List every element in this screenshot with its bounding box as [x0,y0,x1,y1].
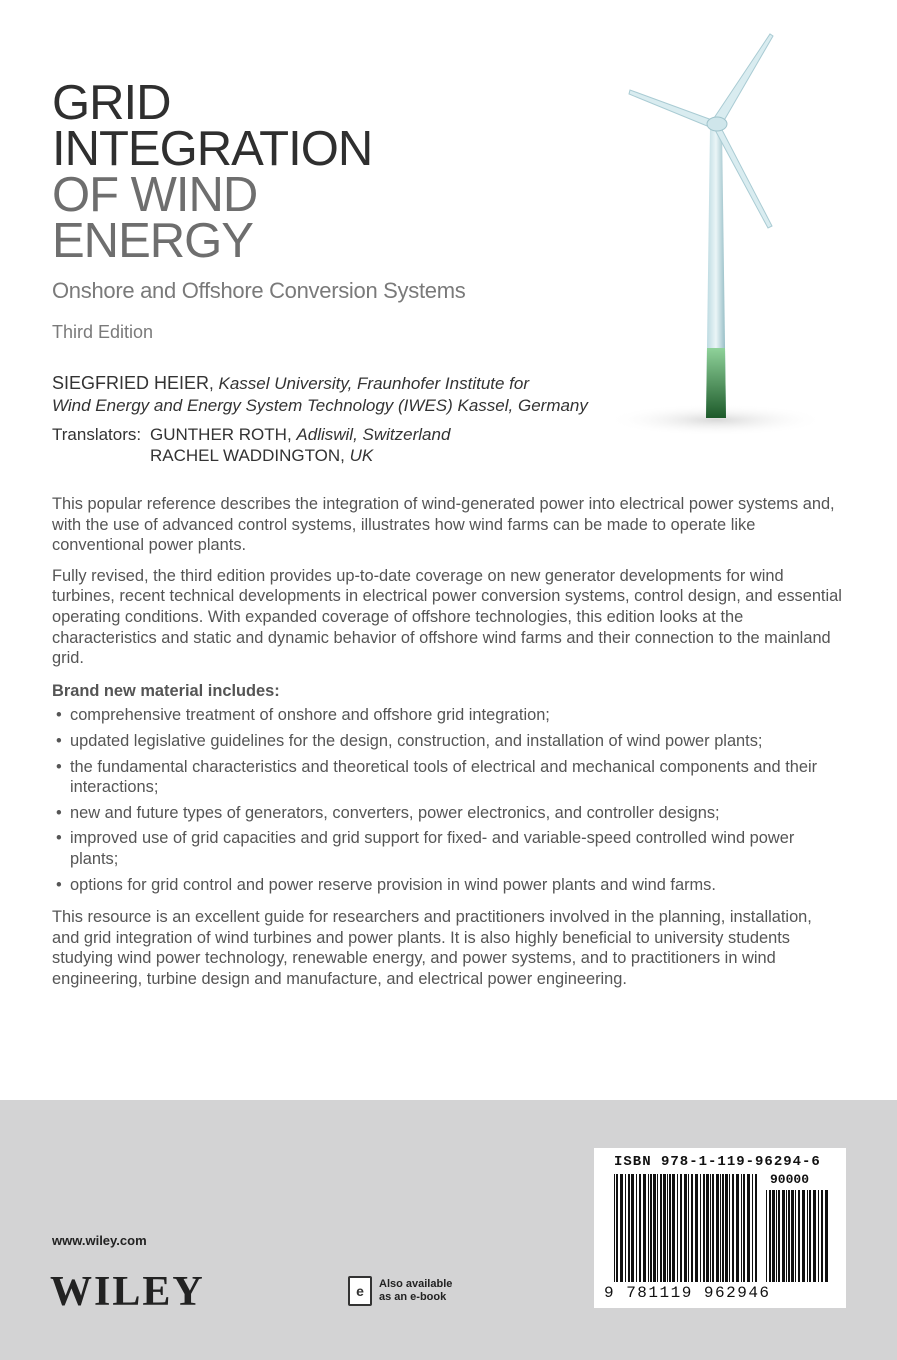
barcode-digits: 9 781119 962946 [604,1284,771,1302]
barcode-bar [703,1174,705,1282]
barcode-bar [720,1174,721,1282]
barcode-main [614,1174,758,1284]
barcode-bar [772,1190,775,1282]
edition: Third Edition [52,322,154,342]
author-block: SIEGFRIED HEIER, Kassel University, Fraunhofer Institute for Wind Energy and Energy System Technology (IWES) Kassel, Germany [52,373,588,415]
title-line-2: INTEGRATION [52,122,373,176]
barcode-bar [657,1174,658,1282]
list-item: • the fundamental characteristics and theoretical tools of electrical and mechanical components and their interactions; [52,757,842,798]
barcode-bar [741,1174,742,1282]
barcode-bar [755,1174,757,1282]
footer-band [0,1100,897,1360]
barcode-bar [695,1174,698,1282]
description-paragraph-3: This resource is an excellent guide for researchers and practitioners involved in the planning, installation, and grid integration of wind turbines and power plants. It is also highly beneficial to university students studying wind power technology, renewable energy, and power systems, and to practitioners in wind engineering, turbine design and manufacture, and electrical power engineering. [52,908,812,988]
list-item: • improved use of grid capacities and grid support for fixed- and variable-speed controlled wind power plants; [52,828,842,869]
barcode-bar [795,1190,796,1282]
barcode-bar [716,1174,719,1282]
barcode-bar [625,1174,626,1282]
author-affiliation-2: Wind Energy and Energy System Technology (IWES) Kassel, Germany [52,396,588,415]
barcode-bar [631,1174,634,1282]
barcode-bar [802,1190,805,1282]
barcode-bar [776,1190,777,1282]
barcode-bar [821,1190,823,1282]
title-block [52,76,572,343]
barcode-bar [736,1174,739,1282]
title-line-3: OF WIND [52,168,258,222]
translators-block: Translators: GUNTHER ROTH, Adliswil, Switzerland RACHEL WADDINGTON, UK [52,425,451,465]
barcode-bar [743,1174,745,1282]
barcode-bar [710,1174,711,1282]
barcode-bar [825,1190,828,1282]
description [52,494,842,999]
barcode-bar [706,1174,709,1282]
barcode-bar [650,1174,652,1282]
ebook-line-2: as an e-book [379,1291,447,1303]
list-item: • updated legislative guidelines for the design, construction, and installation of wind power plants; [52,731,842,752]
list-item: • comprehensive treatment of onshore and offshore grid integration; [52,705,842,726]
barcode-bar [669,1174,671,1282]
description-paragraph-1: This popular reference describes the integration of wind-generated power into electrical power systems and, with the use of advanced control systems, illustrates how wind farms can be made to operate like conventional power plants. [52,495,835,555]
barcode-bar [643,1174,646,1282]
barcode-bar [729,1174,730,1282]
barcode-bar [614,1174,615,1282]
barcode-bar [672,1174,675,1282]
barcode-bar [725,1174,728,1282]
barcode-bar [786,1190,787,1282]
barcode-bar [628,1174,630,1282]
barcode-bar [798,1190,800,1282]
description-paragraph-2: Fully revised, the third edition provides up-to-date coverage on new generator developments for wind turbines, recent technical developments in electrical power conversion systems, control design, and essential operating conditions. With expanded coverage of offshore technologies, this edition looks at the characteristics and static and dynamic behavior of offshore wind farms and their connection to the mainland grid. [52,566,842,668]
barcode-bar [807,1190,808,1282]
barcode-bar [766,1190,767,1282]
barcode-bar [684,1174,687,1282]
ebook-line-1: Also available [379,1278,453,1290]
barcode-bar [688,1174,689,1282]
barcode-bar [778,1190,780,1282]
translator-2-place: UK [349,446,374,465]
barcode-bar [732,1174,734,1282]
barcode-bar [818,1190,819,1282]
title-line-4: ENERGY [52,214,253,268]
barcode-bar [712,1174,714,1282]
barcode-bar [791,1190,794,1282]
barcode-bar [660,1174,662,1282]
barcode-bar [648,1174,649,1282]
barcode-bar [700,1174,701,1282]
barcode-bar [769,1190,771,1282]
translator-2-name: RACHEL WADDINGTON [150,446,341,465]
translator-1-name: GUNTHER ROTH [150,425,287,444]
price-code: 90000 [770,1172,810,1187]
barcode-bar [722,1174,724,1282]
new-material-heading: Brand new material includes: [52,681,280,700]
barcode-bar [809,1190,811,1282]
author-name: SIEGFRIED HEIER [52,373,210,393]
barcode-bar [747,1174,750,1282]
barcode-bar [620,1174,623,1282]
barcode-bar [691,1174,693,1282]
translators-label: Translators: [52,425,142,444]
barcode-box [594,1148,846,1308]
barcode-bar [752,1174,753,1282]
barcode-bar [677,1174,678,1282]
publisher-url[interactable]: www.wiley.com [52,1233,147,1248]
list-item: • options for grid control and power reserve provision in wind power plants and wind farms. [52,875,842,896]
barcode-bar [813,1190,816,1282]
author-affiliation-1: Kassel University, Fraunhofer Institute for [218,374,530,393]
barcode-bar [653,1174,656,1282]
barcode-bar [616,1174,618,1282]
list-item: • new and future types of generators, converters, power electronics, and controller designs; [52,803,842,824]
ebook-badge [348,1276,452,1306]
barcode-bar [663,1174,666,1282]
barcode-bar [788,1190,790,1282]
translator-1-place: Adliswil, Switzerland [296,425,451,444]
ebook-icon: e [348,1276,372,1306]
new-material-list [52,705,842,895]
barcode-addon [766,1190,828,1284]
barcode-bar [667,1174,668,1282]
subtitle: Onshore and Offshore Conversion Systems [52,278,466,303]
barcode-bar [636,1174,637,1282]
isbn-text: ISBN 978-1-119-96294-6 [614,1154,821,1170]
barcode-bar [639,1174,641,1282]
barcode-bar [680,1174,682,1282]
title-line-1: GRID [52,76,171,130]
barcode-bar [782,1190,785,1282]
wiley-logo: WILEY [50,1269,205,1315]
